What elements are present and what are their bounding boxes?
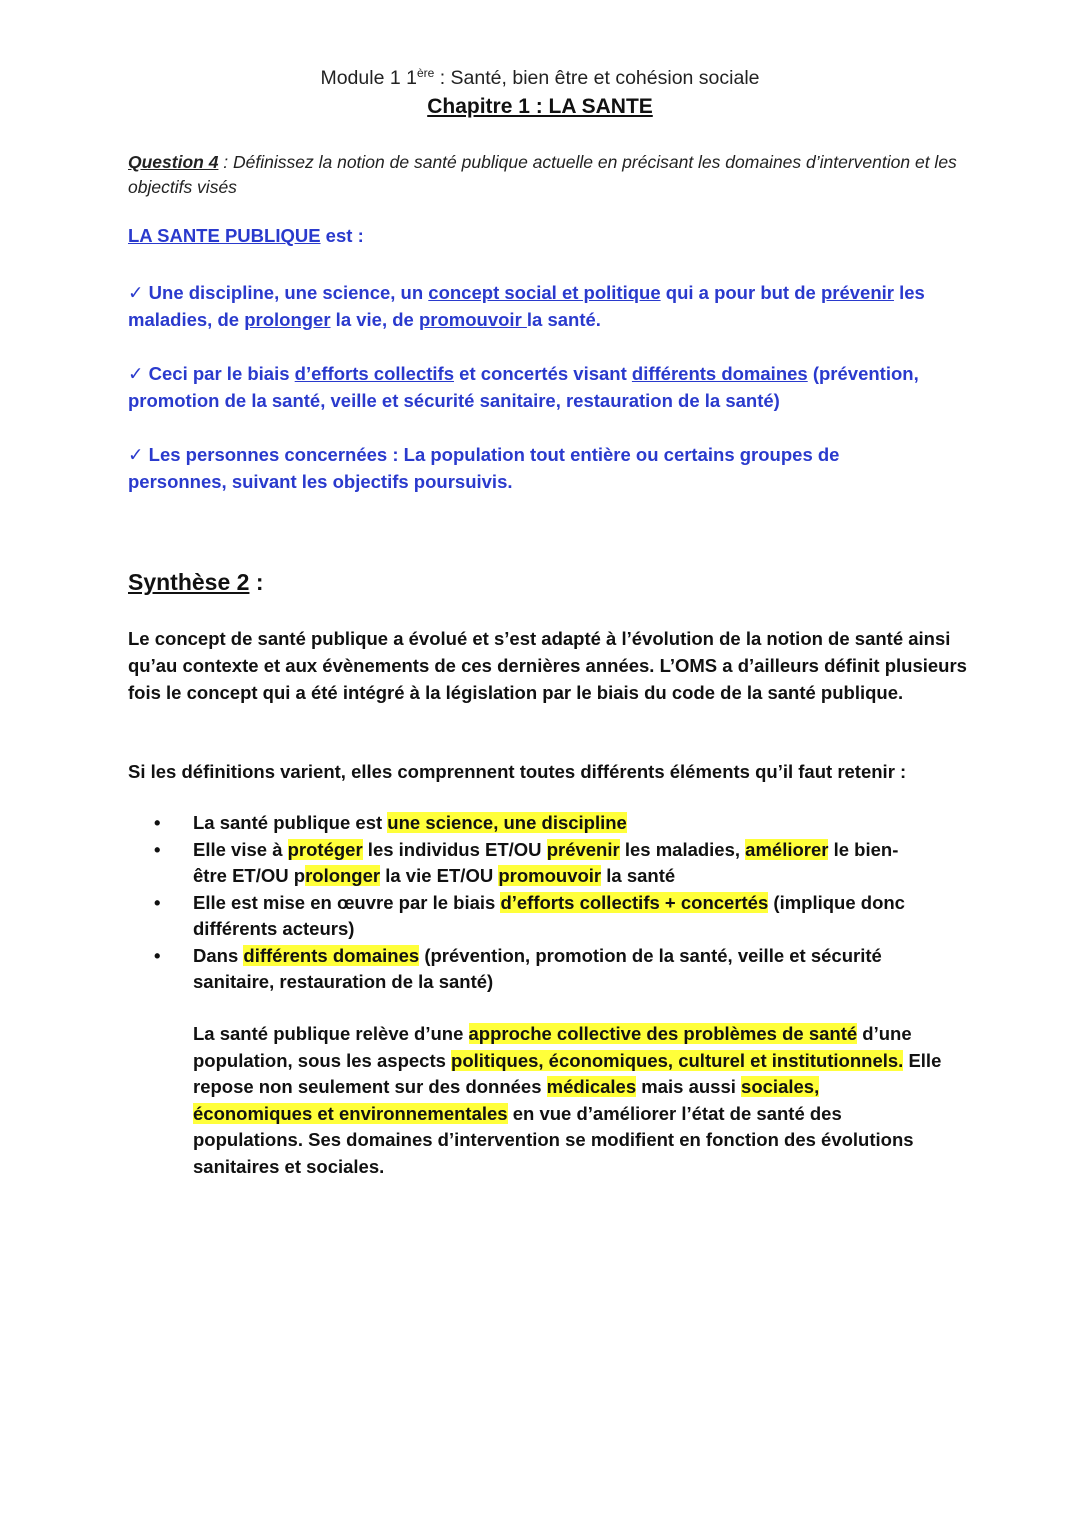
synthese-paragraph-2: La santé publique relève d’une approche collective des problèmes de santé d’une population, sous les aspects politiques, économiques, culturel et institutionnels. Elle repose non seulement sur des données médicales mais aussi sociales, économiques et environnementales en vue d’améliorer l’état de santé des populations. Ses domaines d’intervention se modifient en fonction des évolutions sanitaires et sociales. [193,1023,942,1177]
list-intro: Si les définitions varient, elles comprennent toutes différents éléments qu’il faut retenir : [128,761,907,782]
definition-point-3: ✓ Les personnes concernées : La population tout entière ou certains groupes de personnes, suivant les objectifs poursuivis. [128,444,840,492]
check-icon: ✓ [128,444,144,465]
sante-publique-heading: LA SANTE PUBLIQUE est : [128,225,364,246]
list-item: • Elle est mise en œuvre par le biais d’efforts collectifs + concertés (implique donc différents acteurs) [128,890,928,943]
definition-point-1: ✓ Une discipline, une science, un concept social et politique qui a pour but de prévenir les maladies, de prolonger la vie, de promouvoir la santé. [128,282,925,330]
synthese-heading: Synthèse 2 : [128,569,264,595]
chapter-title: Chapitre 1 : LA SANTE [427,95,653,118]
check-icon: ✓ [128,363,144,384]
list-item: • Dans différents domaines (prévention, promotion de la santé, veille et sécurité sanitaire, restauration de la santé) [128,943,928,996]
check-icon: ✓ [128,282,144,303]
synthese-paragraph-1: Le concept de santé publique a évolué et s’est adapté à l’évolution de la notion de santé ainsi qu’au contexte et aux évènements de ces dernières années. L’OMS a d’ailleurs définit plusieurs fois le concept qui a été intégré à la législation par le biais du code de la santé publique. [128,628,967,703]
definition-point-2: ✓ Ceci par le biais d’efforts collectifs et concertés visant différents domaines (prévention, promotion de la santé, veille et sécurité sanitaire, restauration de la santé) [128,363,919,411]
list-item: • Elle vise à protéger les individus ET/OU prévenir les maladies, améliorer le bien-être ET/OU prolonger la vie ET/OU promouvoir la santé [128,837,928,890]
question-4: Question 4 : Définissez la notion de santé publique actuelle en précisant les domaines d’intervention et les objectifs visés [128,152,957,197]
list-item: • La santé publique est une science, une discipline [128,810,928,837]
question-label: Question 4 [128,152,219,172]
module-header: Module 1 1ère : Santé, bien être et cohésion sociale [320,66,760,89]
key-elements-list [128,810,928,996]
